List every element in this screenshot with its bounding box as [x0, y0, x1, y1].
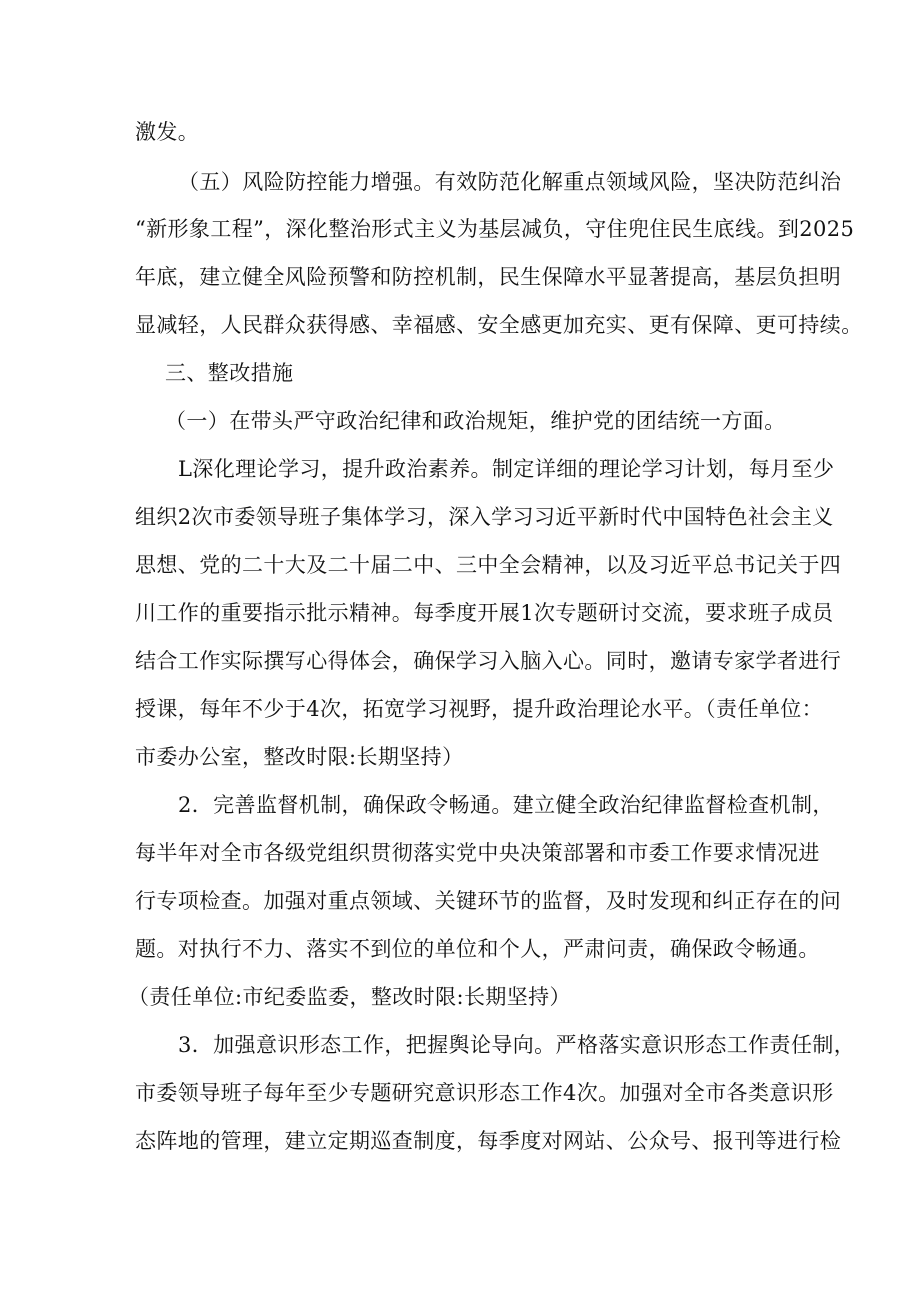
paragraph-line: 题。对执行不力、落实不到位的单位和个人，严肃问责，确保政令畅通。: [135, 937, 820, 961]
paragraph-line: 思想、党的二十大及二十届二中、三中全会精神，以及习近平总书记关于四: [135, 553, 842, 577]
paragraph-line: 显减轻，人民群众获得感、幸福感、安全感更加充实、更有保障、更可持续。: [135, 313, 863, 337]
paragraph-line: 市委办公室，整改时限:长期坚持）: [135, 745, 464, 769]
paragraph-line: 结合工作实际撰写心得体会，确保学习入脑入心。同时，邀请专家学者进行: [135, 649, 842, 673]
paragraph-line: 川工作的重要指示批示精神。每季度开展1次专题研讨交流，要求班子成员: [135, 601, 834, 625]
paragraph-line: （五）风险防控能力增强。有效防范化解重点领域风险，坚决防范纠治: [178, 170, 842, 194]
paragraph-line: 每半年对全市各级党组织贯彻落实党中央决策部署和市委工作要求情况进: [135, 841, 820, 865]
paragraph-line: （责任单位:市纪委监委，整改时限:长期坚持）: [128, 985, 571, 1009]
paragraph-line: 2．完善监督机制，确保政令畅通。建立健全政治纪律监督检查机制，: [178, 793, 834, 817]
paragraph-line: 态阵地的管理，建立定期巡查制度，每季度对网站、公众号、报刊等进行检: [135, 1129, 842, 1153]
paragraph-line: 授课，每年不少于4次，拓宽学习视野，提升政治理论水平。（责任单位：: [135, 697, 824, 721]
paragraph-line: “新形象工程”，深化整治形式主义为基层减负，守住兜住民生底线。到2025: [135, 217, 855, 241]
paragraph-line: 市委领导班子每年至少专题研究意识形态工作4次。加强对全市各类意识形: [135, 1081, 834, 1105]
paragraph-line: 组织2次市委领导班子集体学习，深入学习习近平新时代中国特色社会主义: [135, 505, 834, 529]
paragraph-line: 年底，建立健全风险预警和防控机制，民生保障水平显著提高，基层负担明: [135, 265, 842, 289]
paragraph-line: 行专项检查。加强对重点领域、关键环节的监督，及时发现和纠正存在的问: [135, 889, 842, 913]
subsection-heading: （一）在带头严守政治纪律和政治规矩，维护党的团结统一方面。: [165, 409, 786, 433]
paragraph-line: 激发。: [135, 120, 200, 144]
paragraph-line: 3．加强意识形态工作，把握舆论导向。严格落实意识形态工作责任制，: [178, 1033, 856, 1057]
paragraph-line: L深化理论学习，提升政治素养。制定详细的理论学习计划，每月至少: [178, 457, 835, 481]
section-heading: 三、整改措施: [165, 361, 294, 385]
